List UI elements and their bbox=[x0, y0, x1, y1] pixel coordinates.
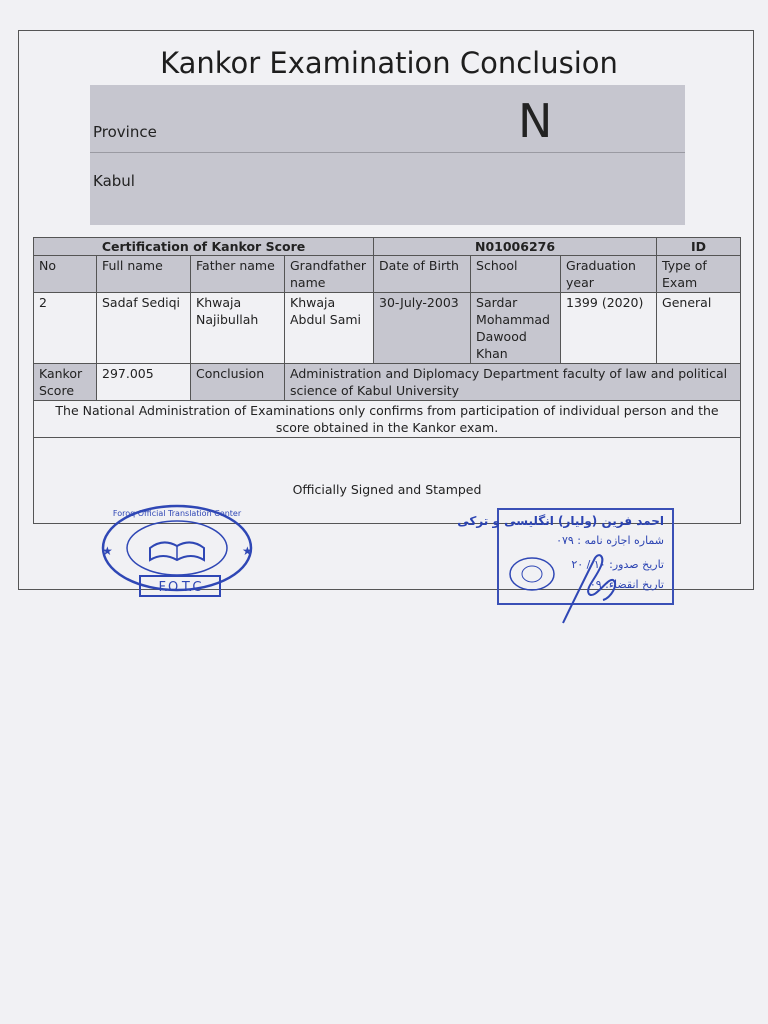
translator-stamp bbox=[457, 508, 674, 605]
signed-statement: Officially Signed and Stamped bbox=[34, 438, 741, 524]
certificate-id-label: ID bbox=[657, 238, 741, 256]
column-header: Type of Exam bbox=[657, 256, 741, 293]
confirmation-note: The National Administration of Examinations only confirms from participation of individual person and the score obtained in the Kankor exam. bbox=[34, 401, 741, 438]
cell-full-name: Sadaf Sediqi bbox=[97, 293, 191, 364]
cell-date-of-birth: 30-July-2003 bbox=[374, 293, 471, 364]
translation-center-seal bbox=[92, 500, 262, 609]
score-value: 297.005 bbox=[97, 364, 191, 401]
column-header: Graduation year bbox=[561, 256, 657, 293]
column-header: Date of Birth bbox=[374, 256, 471, 293]
signature-scribble bbox=[555, 548, 625, 628]
cell-father-name: Khwaja Najibullah bbox=[191, 293, 285, 364]
column-header: No bbox=[34, 256, 97, 293]
conclusion-value: Administration and Diplomacy Department faculty of law and political science of Kabul University bbox=[285, 364, 741, 401]
seal-ring-text: Foroq Official Translation Center bbox=[112, 509, 242, 518]
certificate-id-number: N01006276 bbox=[374, 238, 657, 256]
column-header: Grandfather name bbox=[285, 256, 374, 293]
column-header: Father name bbox=[191, 256, 285, 293]
cell-grandfather-name: Khwaja Abdul Sami bbox=[285, 293, 374, 364]
cell-school: Sardar Mohammad Dawood Khan bbox=[471, 293, 561, 364]
seal-badge: F.O.T.C bbox=[158, 580, 202, 595]
cell-exam-type: General bbox=[657, 293, 741, 364]
certificate-caption: Certification of Kankor Score bbox=[34, 238, 374, 256]
header-divider bbox=[90, 152, 685, 153]
zone-letter: N bbox=[518, 94, 553, 148]
small-seal-icon bbox=[507, 554, 557, 594]
document-title: Kankor Examination Conclusion bbox=[160, 46, 618, 80]
license-number: شماره اجازه نامه : ۰۷۹ bbox=[556, 534, 664, 547]
province-label: Province bbox=[93, 123, 157, 141]
cell-no: 2 bbox=[34, 293, 97, 364]
province-value: Kabul bbox=[93, 172, 135, 190]
column-header: Full name bbox=[97, 256, 191, 293]
svg-text:★: ★ bbox=[102, 544, 113, 558]
column-header: School bbox=[471, 256, 561, 293]
issue-date: تاریخ صدور: ۱۰ / ۲۰ bbox=[571, 558, 664, 571]
cell-graduation-year: 1399 (2020) bbox=[561, 293, 657, 364]
conclusion-label: Conclusion bbox=[191, 364, 285, 401]
header-box bbox=[90, 85, 685, 225]
svg-text:★: ★ bbox=[242, 544, 253, 558]
translator-name: احمد فرین (ولیار) انگلیسی و ترکی bbox=[457, 514, 664, 528]
expiry-date: تاریخ انقضاء: ۰۹ bbox=[589, 578, 664, 591]
score-label: Kankor Score bbox=[34, 364, 97, 401]
certificate-table bbox=[33, 237, 741, 524]
